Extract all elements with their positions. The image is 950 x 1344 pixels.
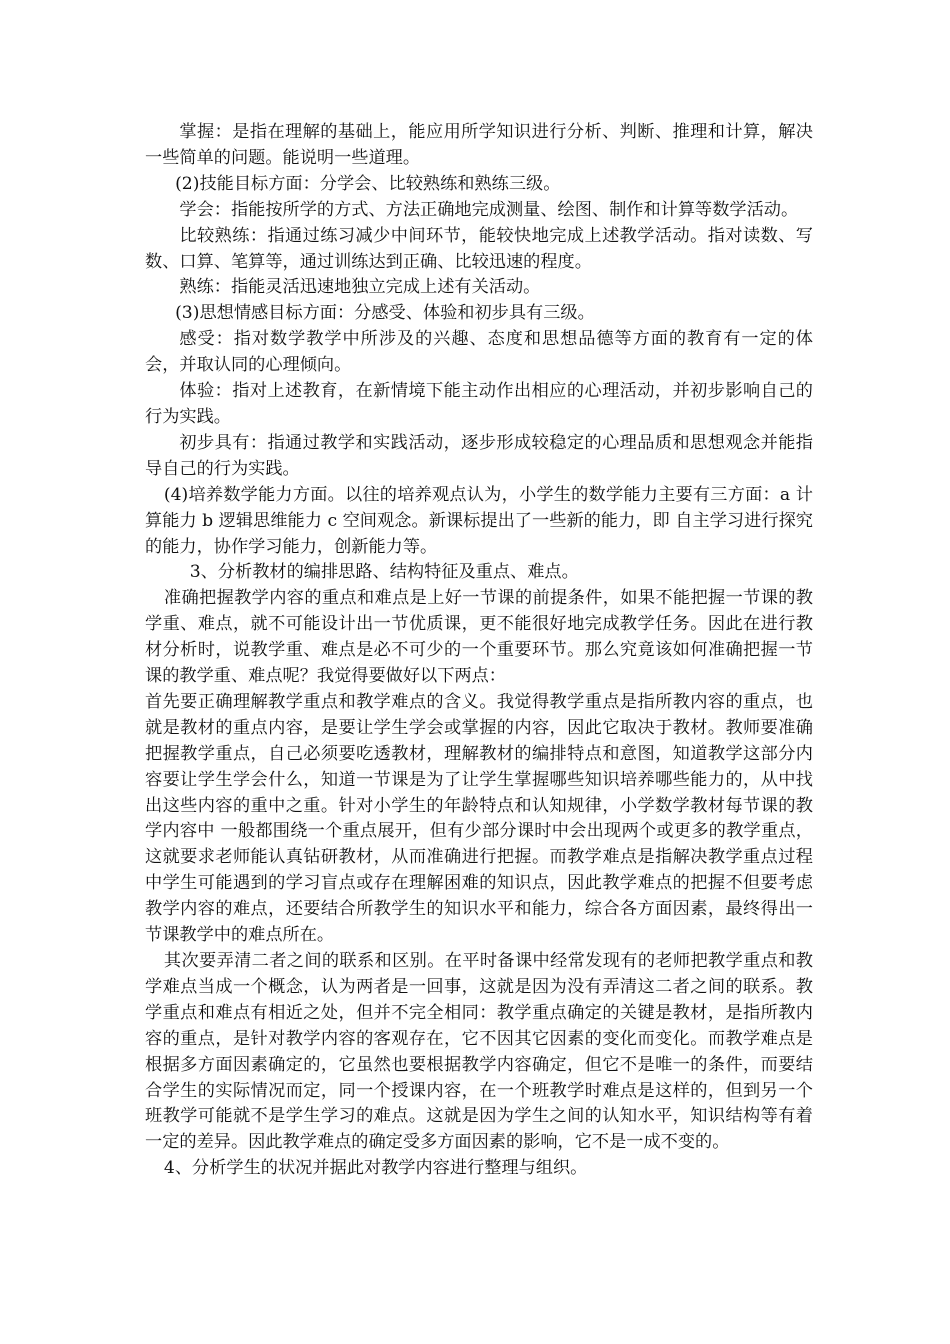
paragraph-learn: 学会：指能按所学的方式、方法正确地完成测量、绘图、制作和计算等数学活动。 (179, 199, 799, 220)
document-body (145, 120, 813, 1182)
paragraph-fairly-skilled: 比较熟练：指通过练习减少中间环节，能较快地完成上述教学活动。指对读数、写数、口算、笔算等，通过训练达到正确、比较迅速的程度。 (145, 225, 813, 272)
paragraph-key-points-intro: 准确把握教学内容的重点和难点是上好一节课的前提条件，如果不能把握一节课的教学重、难点，就不可能设计出一节优质课，更不能很好地完成教学任务。因此在进行教材分析时，说教学重、难点是必不可少的一个重要环节。那么究竟该如何准确把握一节课的教学重、难点呢？我觉得要做好以下两点： (145, 588, 813, 687)
paragraph-initial: 初步具有：指通过教学和实践活动，逐步形成较稳定的心理品质和思想观念并能指导自己的行为实践。 (145, 432, 813, 479)
paragraph-skill-goals: (2)技能目标方面：分学会、比较熟练和熟练三级。 (175, 173, 561, 194)
paragraph-experience: 体验：指对上述教育，在新情境下能主动作出相应的心理活动，并初步影响自己的行为实践。 (145, 381, 813, 427)
paragraph-second: 其次要弄清二者之间的联系和区别。在平时备课中经常发现有的老师把教学重点和教学难点当成一个概念，认为两者是一回事，这就是因为没有弄清这二者之间的联系。教学重点和难点有相近之处，但并不完全相同：教学重点确定的关键是教材，是指所教内容的重点，是针对教学内容的客观存在，它不因其它因素的变化而变化。而教学难点是根据多方面因素确定的，它虽然也要根据教学内容确定，但它不是唯一的条件，而要结合学生的实际情况而定，同一个授课内容，在一个班教学时难点是这样的，但到另一个班教学可能就不是学生学习的难点。这就是因为学生之间的认知水平，知识结构等有着一定的差异。因此教学难点的确定受多方面因素的影响，它不是一成不变的。 (145, 951, 813, 1153)
paragraph-emotion-goals: (3)思想情感目标方面：分感受、体验和初步具有三级。 (175, 303, 595, 324)
paragraph-mastery: 掌握：是指在理解的基础上，能应用所学知识进行分析、判断、推理和计算，解决一些简单的问题。能说明一些道理。 (145, 122, 813, 168)
section-heading-4: 4、分析学生的状况并据此对教学内容进行整理与组织。 (163, 1158, 588, 1179)
paragraph-math-ability: (4)培养数学能力方面。以往的培养观点认为，小学生的数学能力主要有三方面：a 计算能力 b 逻辑思维能力 c 空间观念。新课标提出了一些新的能力，即 自主学习进行探究的能力，协作学习能力，创新能力等。 (145, 484, 813, 557)
paragraph-first: 首先要正确理解教学重点和教学难点的含义。我觉得教学重点是指所教内容的重点，也就是教材的重点内容，是要让学生学会或掌握的内容，因此它取决于教材。教师要准确把握教学重点，自己必须要吃透教材，理解教材的编排特点和意图，知道教学这部分内容要让学生学会什么，知道一节课是为了让学生掌握哪些知识培养哪些能力的，从中找出这些内容的重中之重。针对小学生的年龄特点和认知规律，小学数学教材每节课的教学内容中 一般都围绕一个重点展开，但有少部分课时中会出现两个或更多的教学重点，这就要求老师能认真钻研教材，从而准确进行把握。而教学难点是指解决教学重点过程中学生可能遇到的学习盲点或存在理解困难的知识点，因此教学难点的把握不但要考虑教学内容的难点，还要结合所教学生的知识水平和能力，综合各方面因素，最终得出一节课教学中的难点所在。 (145, 691, 813, 946)
paragraph-skilled: 熟练：指能灵活迅速地独立完成上述有关活动。 (179, 277, 541, 298)
section-heading-3: 3、分析教材的编排思路、结构特征及重点、难点。 (189, 562, 579, 583)
paragraph-feel: 感受：指对数学教学中所涉及的兴趣、态度和思想品德等方面的教育有一定的体会，并取认同的心理倾向。 (145, 329, 813, 376)
